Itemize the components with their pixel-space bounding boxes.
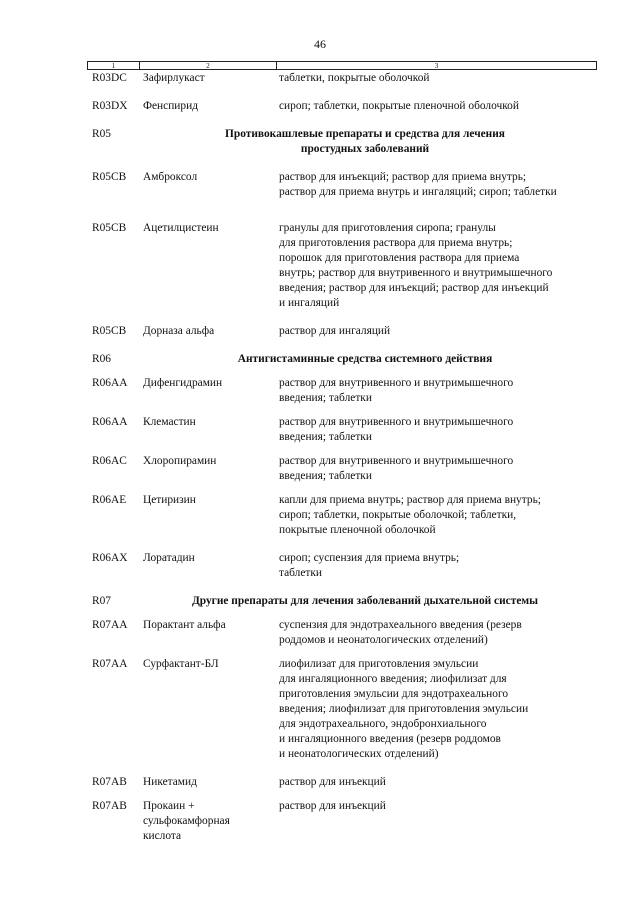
table-row [0, 657, 640, 762]
drug-name [143, 415, 277, 430]
atc-code: R05 [92, 128, 111, 140]
dosage-form-line: раствор для приема внутрь и ингаляций; сироп; таблетки [279, 186, 557, 198]
table-row [0, 221, 640, 311]
table-row [0, 775, 640, 790]
dosage-form-line: сироп; таблетки, покрытые пленочной оболочкой [279, 100, 519, 112]
atc-code: R07 [92, 595, 111, 607]
dosage-form-line: сироп; таблетки, покрытые оболочкой; таблетки, [279, 509, 517, 521]
column-header-3: 3 [434, 62, 439, 70]
table-row [0, 71, 640, 86]
dosage-form-line: для эндотрахеального, эндобронхиального [279, 718, 487, 730]
group-title-line: Антигистаминные средства системного действия [237, 353, 493, 365]
dosage-form-line: покрытые пленочной оболочкой [279, 524, 436, 536]
column-header-2: 2 [140, 62, 277, 69]
dosage-form-line: раствор для внутривенного и внутримышечного [279, 416, 514, 428]
dosage-form-line: введения; таблетки [279, 470, 372, 482]
column-header-row [87, 61, 597, 70]
dosage-form-line: лиофилизат для приготовления эмульсии [279, 658, 479, 670]
dosage-form-line: раствор для инъекций; раствор для приема внутрь; [279, 171, 527, 183]
table-row [0, 376, 640, 406]
table-row [0, 454, 640, 484]
dosage-form-line: гранулы для приготовления сиропа; гранулы [279, 222, 496, 234]
dosage-forms [279, 324, 599, 339]
drug-name [143, 454, 277, 469]
atc-code: R05CB [92, 171, 127, 183]
dosage-form-line: раствор для инъекций [279, 776, 386, 788]
table-row [0, 99, 640, 114]
dosage-form-line: капли для приема внутрь; раствор для приема внутрь; [279, 494, 541, 506]
drug-name-line: Клемастин [143, 416, 196, 428]
dosage-forms [279, 618, 599, 648]
dosage-forms [279, 551, 599, 581]
group-title-line: Противокашлевые препараты и средства для лечения [225, 128, 505, 140]
dosage-form-line: и неонатологических отделений) [279, 748, 439, 760]
atc-code: R06 [92, 353, 111, 365]
dosage-form-line: раствор для внутривенного и внутримышечного [279, 455, 514, 467]
dosage-forms [279, 493, 599, 538]
dosage-forms [279, 99, 599, 114]
dosage-form-line: роддомов и неонатологических отделений) [279, 634, 488, 646]
dosage-forms [279, 415, 599, 445]
group-title-line: Другие препараты для лечения заболеваний дыхательной системы [191, 595, 539, 607]
dosage-form-line: и ингаляционного введения (резерв роддомов [279, 733, 501, 745]
group-title-line: простудных заболеваний [300, 143, 430, 155]
dosage-forms [279, 376, 599, 406]
dosage-form-line: раствор для внутривенного и внутримышечного [279, 377, 514, 389]
atc-code: R03DX [92, 100, 128, 112]
atc-code: R07AB [92, 800, 127, 812]
drug-name-line: Зафирлукаст [143, 72, 205, 84]
dosage-forms [279, 799, 599, 814]
dosage-forms [279, 170, 599, 200]
drug-name-line: Порактант альфа [143, 619, 226, 631]
table-row [0, 324, 640, 339]
table-row [0, 493, 640, 538]
atc-code: R05CB [92, 222, 127, 234]
group-title [150, 594, 580, 609]
drug-name [143, 775, 277, 790]
dosage-form-line: раствор для ингаляций [279, 325, 391, 337]
drug-name [143, 71, 277, 86]
dosage-form-line: введения; таблетки [279, 431, 372, 443]
dosage-forms [279, 775, 599, 790]
drug-name-line: Дорназа альфа [143, 325, 215, 337]
drug-name-line: Дифенгидрамин [143, 377, 223, 389]
group-row [0, 127, 640, 157]
drug-name [143, 99, 277, 114]
atc-code: R07AA [92, 658, 128, 670]
table-row [0, 799, 640, 844]
atc-code: R07AA [92, 619, 128, 631]
drug-name-line: Никетамид [143, 776, 197, 788]
dosage-form-line: введения; таблетки [279, 392, 372, 404]
drug-name [143, 657, 277, 672]
dosage-form-line: для приготовления раствора для приема внутрь; [279, 237, 513, 249]
dosage-form-line: суспензия для эндотрахеального введения (резерв [279, 619, 522, 631]
group-title [150, 127, 580, 157]
drug-name-line: кислота [143, 830, 182, 842]
atc-code: R06AE [92, 494, 127, 506]
atc-code: R06AA [92, 377, 128, 389]
drug-name [143, 799, 277, 844]
column-header-1: 1 [88, 62, 140, 69]
drug-name-line: Лоратадин [143, 552, 195, 564]
dosage-form-line: приготовления эмульсии для эндотрахеального [279, 688, 509, 700]
drug-name-line: Амброксол [143, 171, 198, 183]
table-row [0, 170, 640, 200]
drug-name-line: Цетиризин [143, 494, 196, 506]
dosage-form-line: сироп; суспензия для приема внутрь; [279, 552, 460, 564]
drug-name [143, 618, 277, 633]
dosage-forms [279, 71, 599, 86]
drug-table [0, 71, 640, 844]
drug-name-line: сульфокамфорная [143, 815, 230, 827]
table-row [0, 618, 640, 648]
atc-code: R06AX [92, 552, 128, 564]
dosage-form-line: таблетки, покрытые оболочкой [279, 72, 430, 84]
dosage-forms [279, 454, 599, 484]
dosage-forms [279, 221, 599, 311]
atc-code: R05CB [92, 325, 127, 337]
group-row [0, 352, 640, 367]
drug-name [143, 170, 277, 185]
table-row [0, 551, 640, 581]
dosage-form-line: введения; раствор для инъекций; раствор для инъекций [279, 282, 549, 294]
drug-name-line: Сурфактант-БЛ [143, 658, 219, 670]
drug-name-line: Фенспирид [143, 100, 198, 112]
drug-name [143, 551, 277, 566]
drug-name-line: Хлоропирамин [143, 455, 217, 467]
dosage-form-line: таблетки [279, 567, 323, 579]
dosage-form-line: введения; лиофилизат для приготовления эмульсии [279, 703, 529, 715]
drug-name-line: Прокаин + [143, 800, 195, 812]
dosage-form-line: внутрь; раствор для внутривенного и внутримышечного [279, 267, 553, 279]
drug-name [143, 376, 277, 391]
group-row [0, 594, 640, 609]
atc-code: R06AC [92, 455, 127, 467]
table-row [0, 415, 640, 445]
atc-code: R07AB [92, 776, 127, 788]
drug-name [143, 493, 277, 508]
dosage-form-line: порошок для приготовления раствора для приема [279, 252, 520, 264]
drug-name [143, 221, 277, 236]
group-title [150, 352, 580, 367]
atc-code: R03DC [92, 72, 127, 84]
dosage-form-line: для ингаляционного введения; лиофилизат для [279, 673, 507, 685]
atc-code: R06AA [92, 416, 128, 428]
dosage-forms [279, 657, 599, 762]
drug-name-line: Ацетилцистеин [143, 222, 219, 234]
drug-name [143, 324, 277, 339]
dosage-form-line: раствор для инъекций [279, 800, 386, 812]
dosage-form-line: и ингаляций [279, 297, 340, 309]
page-number: 46 [314, 37, 326, 51]
